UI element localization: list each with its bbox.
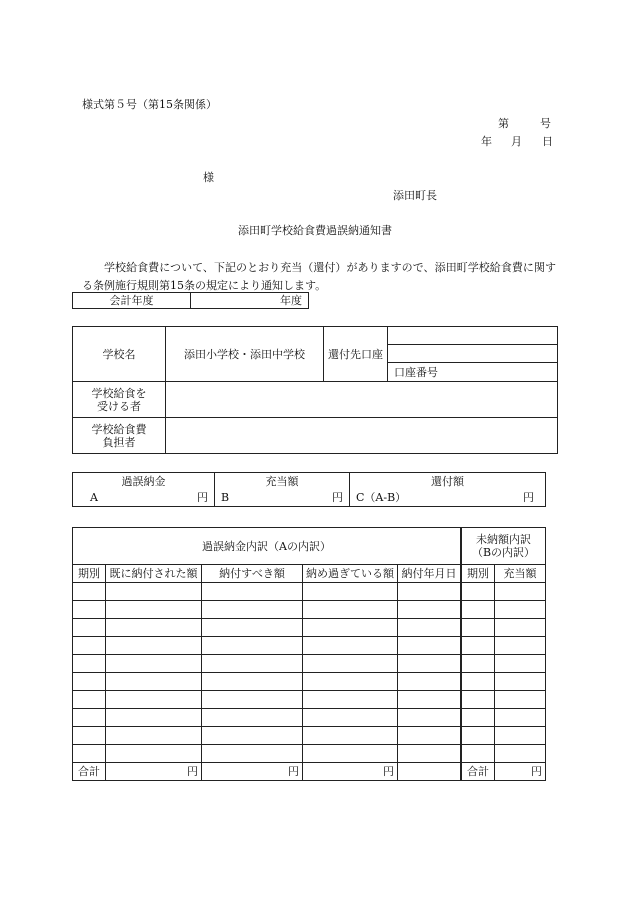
detail-cell[interactable] [73,583,106,601]
detail-cell[interactable] [303,709,398,727]
unpaid-cell[interactable] [462,673,495,691]
unpaid-cell[interactable] [462,637,495,655]
table-row [73,601,461,619]
detail-cell[interactable] [398,637,461,655]
table-row [462,583,546,601]
applied-yen: 円 [332,491,343,505]
refund-account-branch[interactable] [388,345,558,363]
unpaid-cell[interactable] [495,691,546,709]
detail-cell[interactable] [398,691,461,709]
unpaid-total-label: 合計 [462,763,495,781]
total-payment-date [398,763,461,781]
overpaid-amount[interactable] [73,490,215,507]
detail-cell[interactable] [202,727,303,745]
table-row [462,637,546,655]
unpaid-header-line1: 未納額内訳 [476,533,531,546]
body-text: 学校給食費について、下記のとおり充当（還付）がありますので、添田町学校給食費に関する条例施行規則第15条の規定により通知します。 [82,261,556,292]
table-row [73,709,461,727]
school-name-value: 添田小学校・添田中学校 [166,327,324,382]
overpaid-yen: 円 [197,491,208,505]
detail-cell[interactable] [106,655,202,673]
unpaid-cell[interactable] [462,655,495,673]
recipient-label-line1: 学校給食を [91,386,147,400]
recipient-value[interactable] [166,382,558,418]
detail-cell[interactable] [202,709,303,727]
detail-cell[interactable] [202,691,303,709]
date-day: 日 [542,135,553,148]
total-label: 合計 [73,763,106,781]
table-row [73,619,461,637]
detail-cell[interactable] [73,619,106,637]
col-period: 期別 [73,565,106,583]
detail-cell[interactable] [73,727,106,745]
detail-cell[interactable] [106,619,202,637]
total-overpaid[interactable]: 円 [303,763,398,781]
table-row [462,727,546,745]
payer-label-line2: 負担者 [102,435,136,449]
refund-amount[interactable] [350,490,546,507]
refund-account-bank[interactable] [388,327,558,345]
detail-cell[interactable] [106,637,202,655]
detail-cell[interactable] [106,691,202,709]
table-row [462,709,546,727]
unpaid-cell[interactable] [495,727,546,745]
table-row [462,691,546,709]
applied-amount[interactable] [215,490,350,507]
detail-cell[interactable] [303,601,398,619]
date-month: 月 [511,135,522,148]
detail-cell[interactable] [106,727,202,745]
col-applied-amount: 充当額 [495,565,546,583]
refund-yen: 円 [523,491,534,505]
detail-cell[interactable] [398,583,461,601]
table-row [73,745,461,763]
unpaid-header [462,528,546,565]
table-row [73,673,461,691]
recipient-suffix: 様 [203,171,214,184]
table-row [73,637,461,655]
detail-cell[interactable] [202,673,303,691]
table-row [73,691,461,709]
unpaid-cell[interactable] [462,583,495,601]
doc-number-dai: 第 [498,117,509,130]
detail-cell[interactable] [73,709,106,727]
detail-cell[interactable] [202,655,303,673]
table-row [73,655,461,673]
unpaid-detail-table [461,527,546,781]
detail-cell[interactable] [73,691,106,709]
document-title: 添田町学校給食費過誤納通知書 [238,224,392,237]
overpaid-letter: A [90,491,98,505]
detail-cell[interactable] [106,673,202,691]
detail-cell[interactable] [303,583,398,601]
col-overpaid: 納め過ぎている額 [303,565,398,583]
unpaid-cell[interactable] [495,655,546,673]
col-unpaid-period: 期別 [462,565,495,583]
recipient-label [73,382,166,418]
unpaid-cell[interactable] [495,637,546,655]
detail-cell[interactable] [303,691,398,709]
detail-cell[interactable] [202,745,303,763]
refund-account-label: 還付先口座 [324,327,388,382]
detail-cell[interactable] [202,619,303,637]
unpaid-header-line2: （Bの内訳） [471,546,536,559]
detail-cell[interactable] [73,601,106,619]
unpaid-cell[interactable] [495,745,546,763]
date-year: 年 [481,135,492,148]
unpaid-cell[interactable] [462,709,495,727]
payer-label-line1: 学校給食費 [91,422,147,436]
unpaid-cell[interactable] [495,709,546,727]
recipient-label-line2: 受ける者 [97,399,141,413]
detail-cell[interactable] [106,745,202,763]
refund-letter: C（A-B） [356,491,407,505]
applied-label: 充当額 [215,473,350,490]
unpaid-cell[interactable] [495,601,546,619]
table-row [462,745,546,763]
detail-cell[interactable] [73,673,106,691]
school-name-label: 学校名 [73,327,166,382]
detail-cell[interactable] [398,619,461,637]
amount-table [72,472,546,507]
fiscal-year-value[interactable]: 年度 [191,293,309,309]
total-amount-due[interactable]: 円 [202,763,303,781]
payer-label [73,418,166,454]
account-number-label: 口座番号 [388,363,558,382]
unpaid-cell[interactable] [462,691,495,709]
detail-cell[interactable] [106,583,202,601]
detail-cell[interactable] [73,745,106,763]
table-row [462,619,546,637]
detail-cell[interactable] [303,673,398,691]
unpaid-cell[interactable] [495,583,546,601]
col-already-paid: 既に納付された額 [106,565,202,583]
detail-cell[interactable] [202,637,303,655]
table-row [462,601,546,619]
fiscal-year-table [72,292,309,309]
detail-cell[interactable] [398,673,461,691]
col-amount-due: 納付すべき額 [202,565,303,583]
col-payment-date: 納付年月日 [398,565,461,583]
form-number: 様式第５号（第15条関係） [82,98,217,111]
payer-value[interactable] [166,418,558,454]
detail-cell[interactable] [73,637,106,655]
unpaid-cell[interactable] [495,619,546,637]
table-row [73,727,461,745]
unpaid-cell[interactable] [495,673,546,691]
refund-label: 還付額 [350,473,546,490]
detail-cell[interactable] [398,745,461,763]
overpaid-label: 過誤納金 [73,473,215,490]
detail-header: 過誤納金内訳（Aの内訳） [73,528,461,565]
info-table [72,326,558,454]
table-row [73,583,461,601]
unpaid-cell[interactable] [462,601,495,619]
detail-cell[interactable] [73,655,106,673]
detail-cell[interactable] [303,745,398,763]
detail-cell[interactable] [398,655,461,673]
unpaid-cell[interactable] [462,727,495,745]
detail-cell[interactable] [398,601,461,619]
detail-cell[interactable] [303,655,398,673]
detail-cell[interactable] [202,601,303,619]
detail-cell[interactable] [303,727,398,745]
table-row [462,673,546,691]
detail-cell[interactable] [106,601,202,619]
overpayment-detail-table [72,527,461,781]
unpaid-cell[interactable] [462,619,495,637]
table-row [462,655,546,673]
detail-cell[interactable] [398,727,461,745]
issuer: 添田町長 [393,189,437,202]
unpaid-total-amount[interactable]: 円 [495,763,546,781]
total-already-paid[interactable]: 円 [106,763,202,781]
applied-letter: B [221,491,230,505]
detail-cell[interactable] [202,583,303,601]
detail-cell[interactable] [398,709,461,727]
detail-cell[interactable] [106,709,202,727]
unpaid-cell[interactable] [462,745,495,763]
detail-cell[interactable] [303,637,398,655]
fiscal-year-label: 会計年度 [73,293,191,309]
detail-cell[interactable] [303,619,398,637]
doc-number-go: 号 [540,117,551,130]
